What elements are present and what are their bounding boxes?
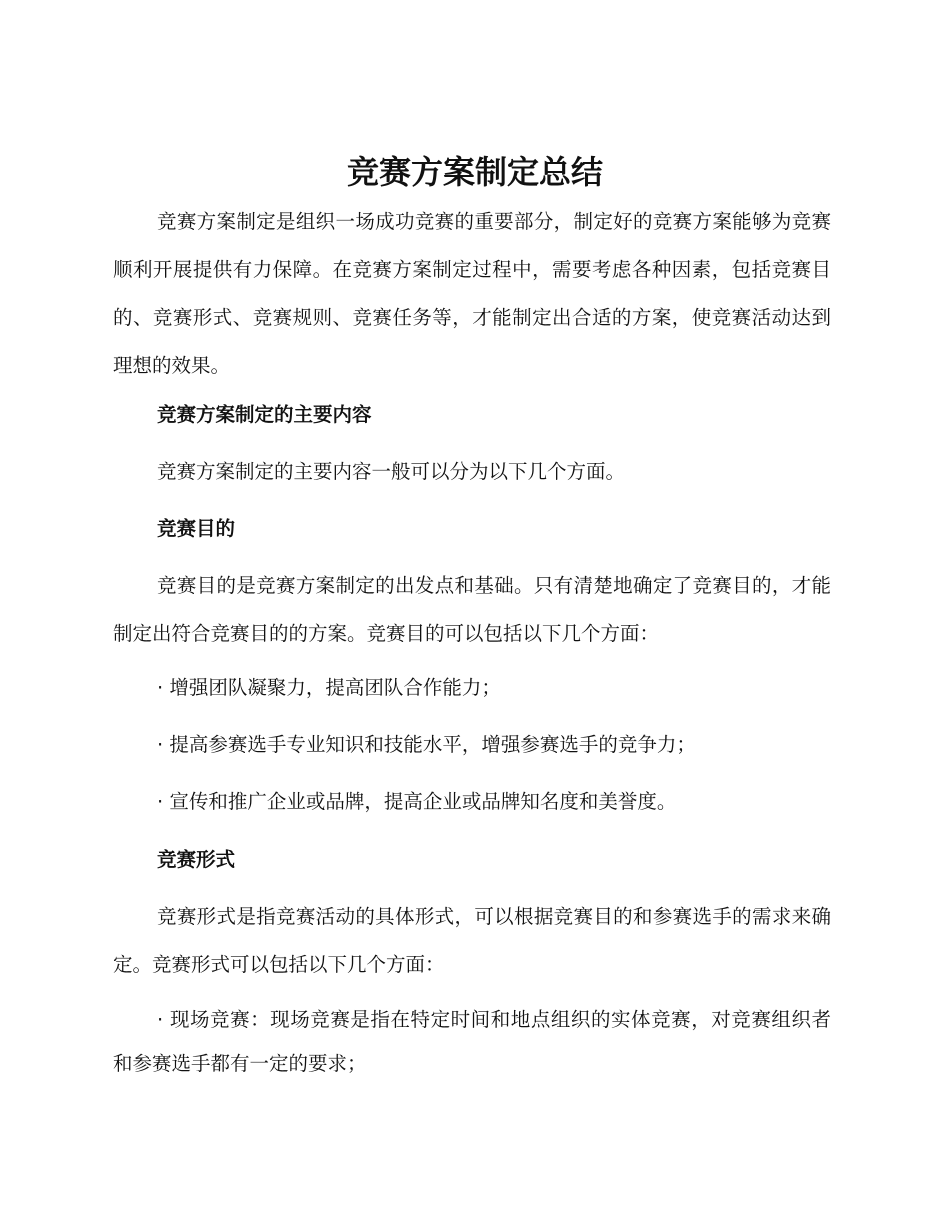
purpose-bullet-3: · 宣传和推广企业或品牌，提高企业或品牌知名度和美誉度。 (157, 790, 677, 813)
intro-paragraph: 竞赛方案制定是组织一场成功竞赛的重要部分，制定好的竞赛方案能够为竞赛顺利开展提供有力保障。在竞赛方案制定过程中，需要考虑各种因素，包括竞赛目的、竞赛形式、竞赛规则、竞赛任务等，才能制定出合适的方案，使竞赛活动达到理想的效果。 (113, 210, 831, 377)
purpose-bullet-1: · 增强团队凝聚力，提高团队合作能力； (157, 676, 501, 699)
format-paragraph: 竞赛形式是指竞赛活动的具体形式，可以根据竞赛目的和参赛选手的需求来确定。竞赛形式可以包括以下几个方面： (113, 905, 831, 976)
main-content-paragraph: 竞赛方案制定的主要内容一般可以分为以下几个方面。 (157, 460, 626, 483)
purpose-bullet-2: · 提高参赛选手专业知识和技能水平，增强参赛选手的竞争力； (157, 733, 696, 756)
section-heading-main-content: 竞赛方案制定的主要内容 (157, 403, 372, 426)
section-heading-purpose: 竞赛目的 (157, 517, 236, 540)
purpose-paragraph: 竞赛目的是竞赛方案制定的出发点和基础。只有清楚地确定了竞赛目的，才能制定出符合竞赛目的的方案。竞赛目的可以包括以下几个方面： (113, 574, 831, 645)
section-heading-format: 竞赛形式 (157, 848, 236, 871)
document-title: 竞赛方案制定总结 (346, 153, 603, 191)
format-bullet-1: · 现场竞赛：现场竞赛是指在特定时间和地点组织的实体竞赛，对竞赛组织者和参赛选手都有一定的要求； (113, 1008, 831, 1075)
